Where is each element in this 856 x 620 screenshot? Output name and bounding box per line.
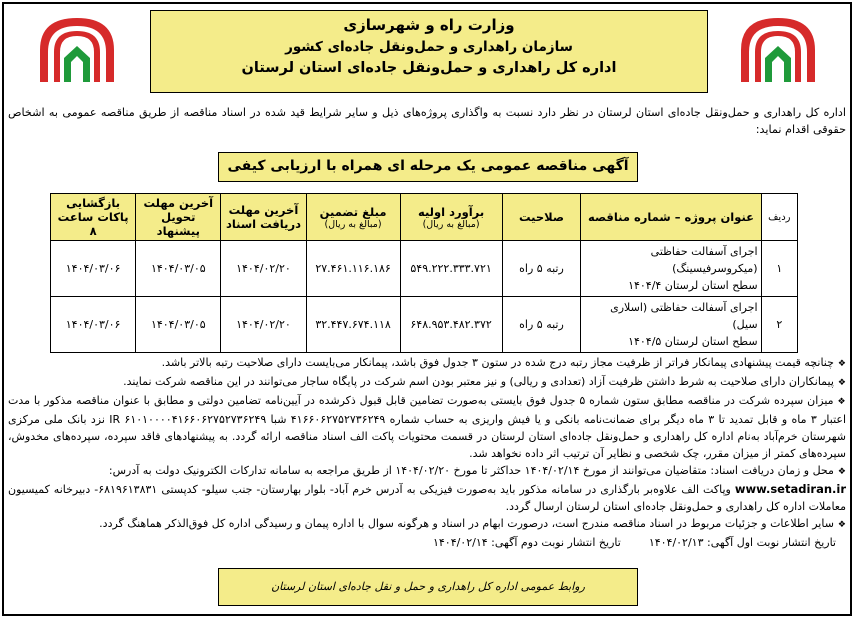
cell-offer-deadline: ۱۴۰۴/۰۳/۰۵ [136, 297, 221, 353]
date-second: تاریخ انتشار نوبت دوم آگهی: ۱۴۰۴/۰۲/۱۴ [432, 536, 621, 549]
cell-estimate: ۵۴۹.۲۲۲.۳۳۳.۷۲۱ [400, 241, 502, 297]
note-text: پیمانکاران دارای صلاحیت به شرط داشتن ظرفیت آزاد (تعدادی و ریالی) و نیز معتبر بودن اسم شرکت در پایگاه ساجار می‌توانند در این مناقصه شرکت نمایند. [123, 375, 834, 388]
bullet-icon: ❖ [837, 520, 846, 530]
footer-signature: روابط عمومی اداره کل راهداری و حمل و نقل جاده‌ای استان لرستان [218, 568, 638, 606]
website-link[interactable]: www.setadiran.ir [734, 482, 847, 496]
cell-qualification: رتبه ۵ راه [502, 241, 581, 297]
cell-opening: ۱۴۰۴/۰۳/۰۶ [51, 241, 136, 297]
project-line-2: سطح استان لرستان ۱۴۰۴/۵ [628, 335, 758, 348]
road-maintenance-logo-icon [34, 12, 120, 88]
project-line-1: اجرای آسفالت حفاظتی (میکروسرفیسینگ) [650, 245, 758, 275]
col-estimate [400, 194, 502, 241]
cell-row: ۱ [761, 241, 797, 297]
note-item [8, 515, 846, 534]
col-qualification: صلاحیت [502, 194, 581, 241]
cell-offer-deadline: ۱۴۰۴/۰۳/۰۵ [136, 241, 221, 297]
col-guarantee-label: مبلغ تضمین [319, 204, 387, 219]
col-estimate-label: برآورد اولیه [417, 204, 485, 219]
department-title: اداره کل راهداری و حمل‌ونقل جاده‌ای استان لرستان [241, 60, 617, 76]
col-project: عنوان پروژه – شماره مناقصه [581, 194, 761, 241]
cell-guarantee: ۳۲.۴۴۷.۶۷۴.۱۱۸ [306, 297, 400, 353]
ministry-title: وزارت راه و شهرسازی [343, 16, 515, 34]
note-item [8, 481, 846, 515]
cell-project [581, 241, 761, 297]
note-text: وپاکت الف علاوه‌بر بارگذاری در سامانه مذکور باید به‌صورت فیزیکی به آدرس خرم آباد- بلوار بهارستان- جنب سیلو- کدپستی ۶۸۱۹۶۱۳۸۳۱- دبیرخانه کمیسیون معاملات اداره کل راهداری و حمل‌ونقل جاده‌ای استان لرستان ارسال گردد. [8, 483, 846, 513]
bullet-icon: ❖ [837, 467, 846, 477]
note-item [8, 392, 846, 462]
col-opening: بازگشایی پاکات ساعت ۸ [51, 194, 136, 241]
col-guarantee [306, 194, 400, 241]
tender-table [50, 193, 798, 353]
bullet-icon: ❖ [837, 378, 846, 388]
road-maintenance-logo-icon [735, 12, 821, 88]
header-box [150, 10, 708, 93]
note-item [8, 462, 846, 481]
cell-project [581, 297, 761, 353]
col-doc-deadline: آخرین مهلت دریافت اسناد [221, 194, 306, 241]
project-line-2: سطح استان لرستان ۱۴۰۴/۴ [628, 279, 758, 292]
note-text: میزان سپرده شرکت در مناقصه مطابق ستون شماره ۵ جدول فوق بایستی به‌صورت تضامین قابل قبول ذکرشده در آیین‌نامه تضامین دولتی و مطابق با عنوان مناقصه مذکور با مدت اعتبار ۳ ماه و قابل تمدید تا ۳ ماه دیگر برای ضمانت‌نامه بانکی و یا فیش واریزی به حساب شماره ۴۱۶۶۰۶۲۷۵۲۷۳۶۲۴۹ شبا IR ۶۱۰۱۰۰۰۰۴۱۶۶۰۶۲۷۵۲۷۳۶۲۴۹ نزد بانک ملی مرکزی شهرستان خرم‌آباد به‌نام اداره کل راهداری و حمل‌ونقل جاده‌ای استان لرستان در قسمت محتویات پاکت الف اسناد مناقصه ارائه گردد. به پیشنهادهای فاقد سپرده، سپرده‌های مخدوش، سپرده‌های کمتر از میزان مقرر، چک شخصی و نظایر آن ترتیب اثر داده نخواهد شد. [8, 394, 847, 460]
bullet-icon: ❖ [837, 359, 846, 369]
table-row [51, 241, 798, 297]
table-header-row [51, 194, 798, 241]
cell-qualification: رتبه ۵ راه [502, 297, 581, 353]
date-first: تاریخ انتشار نوبت اول آگهی: ۱۴۰۴/۰۲/۱۳ [648, 536, 836, 549]
note-text: محل و زمان دریافت اسناد: متقاضیان می‌توانند از مورخ ۱۴۰۴/۰۲/۱۴ حداکثر تا مورخ ۱۴۰۴/۰۲/۲۰ از طریق مراجعه به سامانه تدارکات الکترونیک دولت به آدرس: [108, 464, 834, 477]
note-item [8, 373, 846, 392]
col-row: ردیف [761, 194, 797, 241]
col-guarantee-sub: (مبالغ به ریال) [324, 218, 382, 230]
note-text: چنانچه قیمت پیشنهادی پیمانکار فراتر از ظرفیت مجاز رتبه درج شده در ستون ۳ جدول فوق باشد، پیمانکار می‌بایست دارای صلاحیت رتبه بالاتر باشد. [161, 356, 834, 369]
note-item [8, 354, 846, 373]
table-row [51, 297, 798, 353]
cell-doc-deadline: ۱۴۰۴/۰۲/۲۰ [221, 297, 306, 353]
col-offer-deadline: آخرین مهلت تحویل پیشنهاد [136, 194, 221, 241]
note-text: سایر اطلاعات و جزئیات مربوط در اسناد مناقصه مندرج است، درصورت ابهام در اسناد و هرگونه سوال با اداره پیمان و رسیدگی اداره کل فوق‌الذکر هماهنگ گردد. [99, 517, 834, 530]
cell-estimate: ۶۴۸.۹۵۳.۴۸۲.۳۷۲ [400, 297, 502, 353]
cell-opening: ۱۴۰۴/۰۳/۰۶ [51, 297, 136, 353]
cell-doc-deadline: ۱۴۰۴/۰۲/۲۰ [221, 241, 306, 297]
bullet-icon: ❖ [837, 397, 846, 407]
project-line-1: اجرای آسفالت حفاظتی (اسلاری سیل) [610, 301, 758, 331]
publish-dates [8, 534, 846, 551]
cell-guarantee: ۲۷.۴۶۱.۱۱۶.۱۸۶ [306, 241, 400, 297]
notes-section [8, 354, 846, 551]
intro-text: اداره کل راهداری و حمل‌ونقل جاده‌ای استان لرستان در نظر دارد نسبت به واگذاری پروژه‌های ذیل و سایر شرایط قید شده در اسناد مناقصه از طریق مناقصه عمومی به اشخاص حقوقی اقدام نماید: [8, 106, 846, 136]
cell-row: ۲ [761, 297, 797, 353]
notice-title: آگهی مناقصه عمومی یک مرحله ای همراه با ارزیابی کیفی [218, 152, 638, 182]
col-estimate-sub: (مبالغ به ریال) [422, 218, 480, 230]
organization-title: سازمان راهداری و حمل‌ونقل جاده‌ای کشور [285, 39, 573, 55]
